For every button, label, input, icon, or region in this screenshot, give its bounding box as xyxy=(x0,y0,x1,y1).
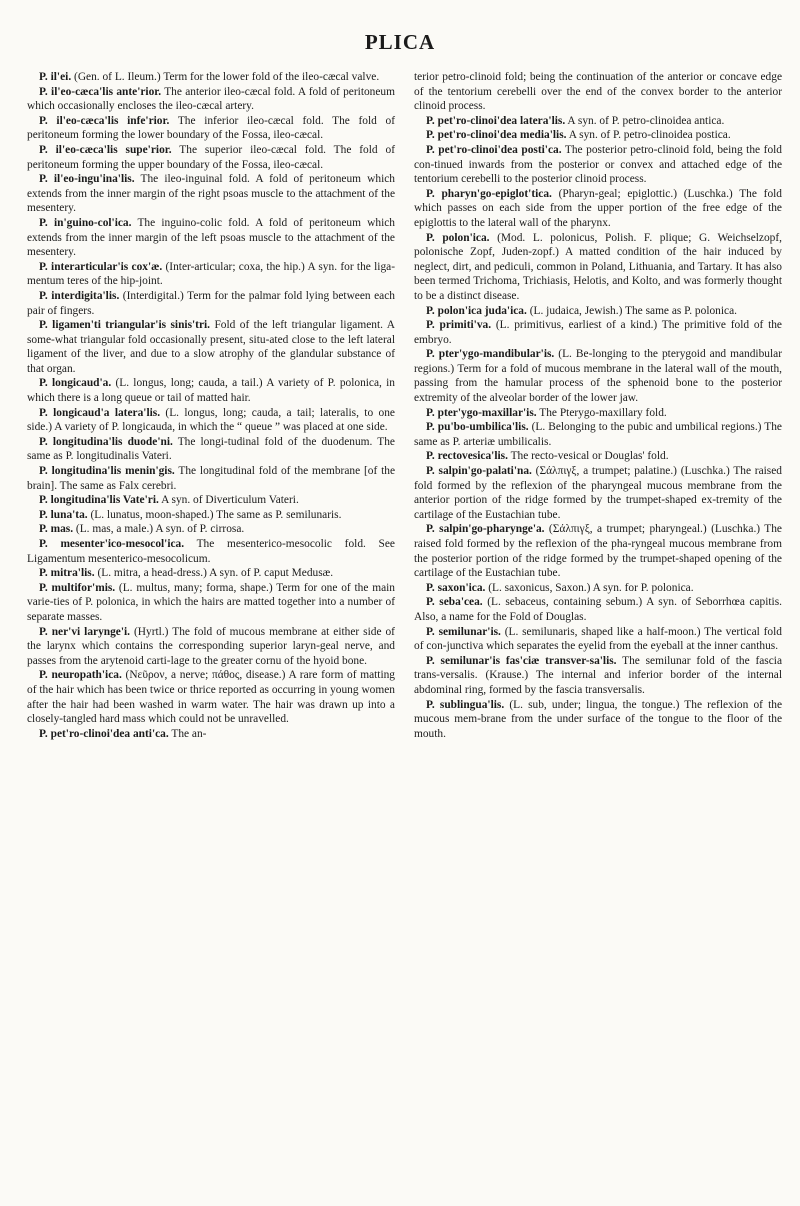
dictionary-entry xyxy=(414,128,782,143)
entry-definition: (Gen. of L. Ileum.) Term for the lower fold of the ileo-cæcal valve. xyxy=(71,71,380,83)
entry-definition: terior petro-clinoid fold; being the continuation of the anterior or concave edge of the tentorium cerebelli over the end of the convex border to the anterior clinoid process. xyxy=(414,71,782,113)
right-column xyxy=(414,70,782,741)
entry-headword: P. polon'ica juda'ica. xyxy=(426,304,527,317)
dictionary-entry xyxy=(27,114,395,143)
entry-definition: The mesenterico-mesocolic fold. See Ligamentum mesenterico-mesocolicum. xyxy=(27,538,395,565)
entry-headword: P. longitudina'lis menin'gis. xyxy=(39,465,175,478)
dictionary-entry xyxy=(414,420,782,449)
entry-definition: (Pharyn-geal; epiglottic.) (Luschka.) The fold which passes on each side from the upper portion of the free edge of the epiglottis to the lateral wall of the pharynx. xyxy=(414,187,782,229)
dictionary-entry xyxy=(27,143,395,172)
dictionary-entry xyxy=(27,289,395,318)
dictionary-entry xyxy=(27,668,395,726)
entry-definition: (L. mitra, a head-dress.) A syn. of P. caput Medusæ. xyxy=(94,567,334,580)
entry-definition: (L. sebaceus, containing sebum.) A syn. of Seborrhœa capitis. Also, a name for the Fold of Douglas. xyxy=(414,596,782,623)
entry-headword: P. multifor'mis. xyxy=(39,581,116,594)
dictionary-entry xyxy=(414,654,782,698)
dictionary-entry xyxy=(27,522,395,537)
entry-headword: P. longicaud'a. xyxy=(39,377,112,390)
dictionary-entry xyxy=(27,464,395,493)
dictionary-entry xyxy=(27,85,395,114)
dictionary-entry xyxy=(27,376,395,405)
dictionary-entry xyxy=(414,318,782,347)
dictionary-entry xyxy=(414,231,782,304)
entry-headword: P. pet'ro-clinoi'dea latera'lis. xyxy=(426,114,566,127)
entry-headword: P. seba'cea. xyxy=(426,596,483,609)
entry-headword: P. mas. xyxy=(39,523,74,536)
entry-headword: P. semilunar'is fas'ciæ transver-sa'lis. xyxy=(426,654,617,667)
entry-definition: The Pterygo-maxillary fold. xyxy=(536,406,667,419)
left-column xyxy=(27,70,395,741)
entry-definition: A syn. of P. petro-clinoidea postica. xyxy=(566,129,731,142)
dictionary-entry xyxy=(414,143,782,187)
entry-definition: (L. Be-longing to the pterygoid and mandibular regions.) Term for a fold of mucous membrane in the lateral wall of the mouth, passing from the hamular process of the sphenoid bone to the posterior extremity of the alveolar border of the lower jaw. xyxy=(414,348,782,405)
dictionary-entry xyxy=(27,70,395,85)
entry-definition: (Inter-articular; coxa, the hip.) A syn. for the liga-mentum teres of the hip-joint. xyxy=(27,260,395,288)
dictionary-entry xyxy=(27,581,395,625)
entry-definition: (L. mas, a male.) A syn. of P. cirrosa. xyxy=(73,523,245,536)
entry-definition: The longi-tudinal fold of the duodenum. The same as P. longitudinalis Vateri. xyxy=(27,435,395,463)
entry-definition: (Σάλπιγξ, a trumpet; pharyngeal.) (Luschka.) The raised fold formed by the reflexion of the pha-ryngeal mucous membrane from the posterior portion of the ridge formed by the trumpet-shaped opening of the cartilage of the Eustachian tube. xyxy=(414,523,782,580)
entry-headword: P. pharyn'go-epiglot'tica. xyxy=(426,187,552,200)
entry-headword: P. mitra'lis. xyxy=(39,567,95,580)
entry-headword: P. in'guino-col'ica. xyxy=(39,216,132,229)
entry-headword: P. il'eo-cæca'lis ante'rior. xyxy=(39,85,162,98)
dictionary-entry xyxy=(27,172,395,216)
entry-headword: P. saxon'ica. xyxy=(426,581,486,594)
dictionary-entry xyxy=(414,187,782,231)
entry-headword: P. sublingua'lis. xyxy=(426,698,505,711)
dictionary-entry xyxy=(414,347,782,405)
dictionary-entry xyxy=(27,625,395,669)
dictionary-entry xyxy=(27,435,395,464)
entry-definition: The inguino-colic fold. A fold of peritoneum which extends from the inner margin of the left psoas muscle to the attachment of the mesentery. xyxy=(27,216,395,259)
dictionary-entry xyxy=(414,406,782,421)
entry-headword: P. pet'ro-clinoi'dea anti'ca. xyxy=(39,727,169,740)
entry-definition: The superior ileo-cæcal fold. The fold of peritoneum forming the upper boundary of the Fossa, ileo-cæcal. xyxy=(27,143,395,171)
entry-definition: (Hyrtl.) The fold of mucous membrane at either side of the larynx which contains the corresponding superior laryn-geal nerve, and passes from the arytenoid carti-lage to the greater cornu of the hyoid bone. xyxy=(27,625,395,667)
running-head: PLICA xyxy=(364,30,436,54)
dictionary-entry xyxy=(414,304,782,319)
entry-definition: (L. saxonicus, Saxon.) A syn. for P. polonica. xyxy=(485,581,694,594)
entry-headword: P. longicaud'a latera'lis. xyxy=(39,406,161,419)
entry-headword: P. pu'bo-umbilica'lis. xyxy=(426,421,529,434)
dictionary-entry xyxy=(414,114,782,129)
entry-definition: A syn. of P. petro-clinoidea antica. xyxy=(565,114,725,127)
entry-definition: (L. sub, under; lingua, the tongue.) The reflexion of the mucous mem-brane from the under surface of the tongue to the floor of the mouth. xyxy=(414,698,782,740)
entry-headword: P. salpin'go-pharynge'a. xyxy=(426,523,545,536)
dictionary-entry xyxy=(27,566,395,581)
dictionary-entry xyxy=(27,318,395,376)
entry-definition: A syn. of Diverticulum Vateri. xyxy=(158,494,299,507)
entry-headword: P. primiti'va. xyxy=(426,319,492,332)
dictionary-entry xyxy=(414,464,782,522)
entry-headword: P. polon'ica. xyxy=(426,231,490,244)
entry-definition: (L. Belonging to the pubic and umbilical regions.) The same as P. arteriæ umbilicalis. xyxy=(414,421,782,448)
entry-definition: The recto-vesical or Douglas' fold. xyxy=(507,450,669,463)
entry-definition: (L. judaica, Jewish.) The same as P. polonica. xyxy=(526,304,738,317)
entry-definition: (L. longus, long; cauda, a tail.) A variety of P. polonica, in which there is a long queue or tail of matted hair. xyxy=(27,377,395,405)
entry-definition: (Νεῦρον, a nerve; πάθος, disease.) A rare form of matting of the hair which has been twice or thrice reported as occurring in young women after the hair had been washed in warm water. The hair was drawn up into a closely-tangled hard mass which could not be unravelled. xyxy=(27,669,396,726)
entry-headword: P. il'ei. xyxy=(39,71,72,83)
entry-headword: P. salpin'go-palati'na. xyxy=(426,465,532,478)
dictionary-entry xyxy=(27,508,395,523)
entry-headword: P. interarticular'is cox'æ. xyxy=(39,260,163,273)
entry-definition: The posterior petro-clinoid fold, being the fold con-tinued inwards from the posterior or convex and attached edge of the tentorium cerebelli to the posterior clinoid process. xyxy=(414,143,782,186)
entry-definition: The longitudinal fold of the membrane [of the brain]. The same as Falx cerebri. xyxy=(27,465,395,492)
entry-headword: P. pet'ro-clinoi'dea media'lis. xyxy=(426,129,567,142)
dictionary-entry xyxy=(27,727,395,742)
entry-headword: P. rectovesica'lis. xyxy=(426,450,508,463)
dictionary-entry xyxy=(414,698,782,742)
entry-headword: P. pter'ygo-maxillar'is. xyxy=(426,406,537,419)
entry-headword: P. ligamen'ti triangular'is sinis'tri. xyxy=(39,319,211,332)
entry-definition: The semilunar fold of the fascia trans-versalis. (Krause.) The internal and inferior border of the internal abdominal ring, formed by the fascia transversalis. xyxy=(414,654,782,696)
entry-definition: Fold of the left triangular ligament. A some-what triangular fold occasionally present, situ-ated close to the left lateral ligament of the liver, and due to a slow atrophy of the glandular substance of that organ. xyxy=(27,319,395,375)
dictionary-entry xyxy=(414,522,782,580)
dictionary-entry xyxy=(414,595,782,624)
dictionary-entry xyxy=(27,216,395,260)
entry-headword: P. neuropath'ica. xyxy=(39,669,122,682)
entry-headword: P. mesenter'ico-mesocol'ica. xyxy=(39,538,185,550)
dictionary-entry xyxy=(414,449,782,464)
entry-definition: (Σάλπιγξ, a trumpet; palatine.) (Luschka.) The raised fold formed by the reflexion of the pharyngeal mucous membrane from the anterior portion of the ridge formed by the trumpet-shaped ex-tremity of the cartilage of the Eustachian tube. xyxy=(414,465,782,521)
entry-headword: P. il'eo-ingu'ina'lis. xyxy=(39,173,135,186)
entry-headword: P. interdigita'lis. xyxy=(39,289,120,302)
entry-headword: P. il'eo-cæca'lis supe'rior. xyxy=(39,143,172,156)
dictionary-entry xyxy=(27,260,395,289)
dictionary-entry xyxy=(27,537,395,566)
entry-definition: (L. multus, many; forma, shape.) Term for one of the main varie-ties of P. polonica, in which the hairs are matted together into a number of separate masses. xyxy=(27,581,395,623)
entry-definition: (L. semilunaris, shaped like a half-moon.) The vertical fold of con-junctiva which separates the eyelid from the eyeball at the inner canthus. xyxy=(414,625,782,653)
entry-definition: The inferior ileo-cæcal fold. The fold of peritoneum forming the lower boundary of the Fossa, ileo-cæcal. xyxy=(27,114,395,142)
entry-definition: (L. longus, long; cauda, a tail; lateralis, to one side.) A variety of P. longicauda, in which the “ queue ” was placed at one side. xyxy=(27,406,395,434)
entry-headword: P. ner'vi larynge'i. xyxy=(39,625,131,638)
entry-definition: (Interdigital.) Term for the palmar fold lying between each pair of fingers. xyxy=(27,289,395,317)
dictionary-entry xyxy=(414,70,782,114)
entry-headword: P. longitudina'lis Vate'ri. xyxy=(39,494,159,507)
entry-headword: P. longitudina'lis duode'ni. xyxy=(39,435,173,448)
dictionary-entry xyxy=(414,581,782,596)
dictionary-entry xyxy=(27,406,395,435)
entry-definition: The anterior ileo-cæcal fold. A fold of peritoneum which occasionally encloses the ileo-cæcal artery. xyxy=(27,85,395,113)
entry-definition: (L. lunatus, moon-shaped.) The same as P. semilunaris. xyxy=(87,508,342,521)
entry-definition: (L. primitivus, earliest of a kind.) The primitive fold of the embryo. xyxy=(414,319,782,346)
entry-headword: P. pet'ro-clinoi'dea posti'ca. xyxy=(426,143,562,156)
entry-headword: P. pter'ygo-mandibular'is. xyxy=(426,348,555,361)
entry-definition: The ileo-inguinal fold. A fold of peritoneum which extends from the inner margin of the right psoas muscle to the attachment of the mesentery. xyxy=(27,173,396,215)
dictionary-entry xyxy=(414,625,782,654)
entry-definition: The an- xyxy=(168,727,207,740)
entry-headword: P. il'eo-cæca'lis infe'rior. xyxy=(39,114,170,127)
entry-headword: P. luna'ta. xyxy=(39,508,88,521)
dictionary-entry xyxy=(27,493,395,508)
entry-headword: P. semilunar'is. xyxy=(426,625,501,638)
entry-definition: (Mod. L. polonicus, Polish. F. plique; G. Weichselzopf, polonische Zopf, Juden-zopf.) A matted condition of the hair induced by neglect, dirt, and pediculi, common in Poland, Lithuania, and Tartary. It has also been termed Trichoma, Trichiasis, Helotis, and Kolto, and was formerly thought to be a distinct disease. xyxy=(414,231,783,302)
